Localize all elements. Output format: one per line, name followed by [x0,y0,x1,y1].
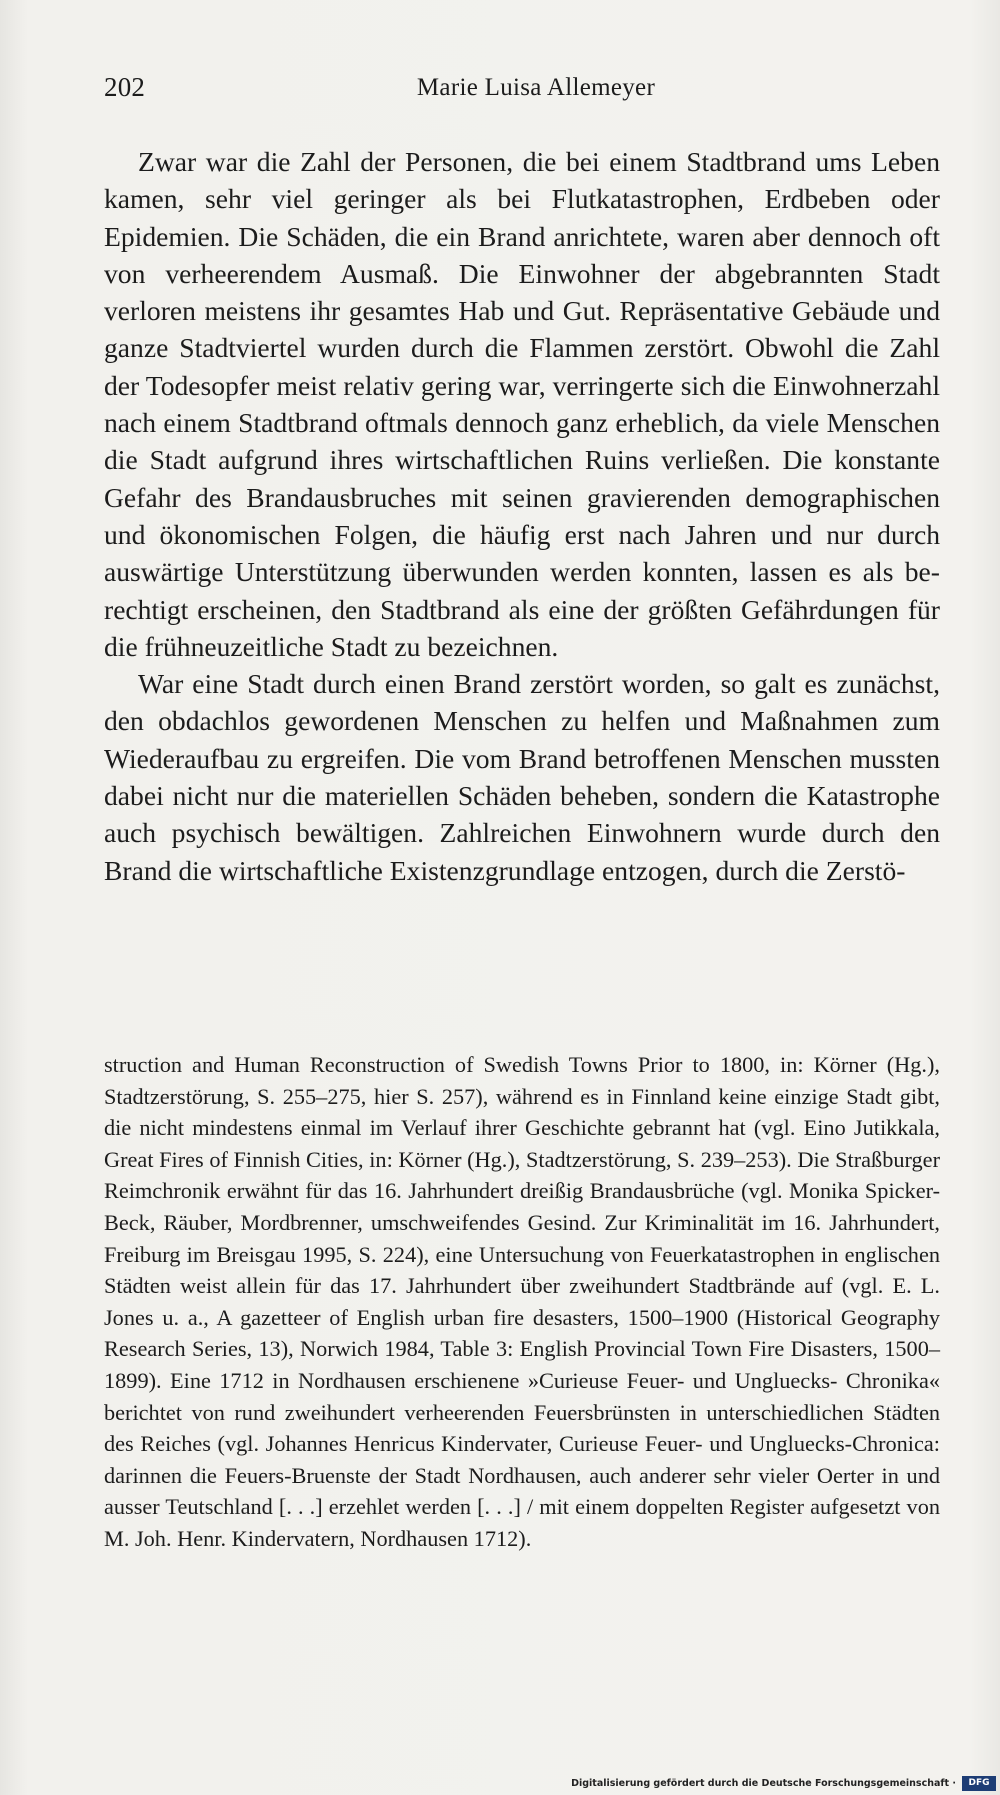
body-paragraph: Zwar war die Zahl der Personen, die bei einem Stadtbrand ums Leben kamen, sehr viel geringer als bei Flutkatastrophen, Erdbeben oder Epidemien. Die Schäden, die ein Brand anrichtete, waren aber dennoch oft von verheerendem Ausmaß. Die Einwohner der abgebrannten Stadt verloren meistens ihr gesamtes Hab und Gut. Repräsentative Gebäude und ganze Stadtviertel wurden durch die Flammen zerstört. Obwohl die Zahl der Todesopfer meist relativ gering war, verringerte sich die Einwohnerzahl nach einem Stadtbrand oftmals dennoch ganz erheblich, da viele Menschen die Stadt aufgrund ihres wirtschaftlichen Ruins verließen. Die konstante Gefahr des Brandausbruches mit seinen gravierenden demographischen und ökonomischen Folgen, die häufig erst nach Jahren und nur durch auswärtige Unterstützung überwunden werden konnten, lassen es als berechtigt erscheinen, den Stadtbrand als eine der größten Gefährdungen für die frühneuzeitliche Stadt zu bezeichnen. [104,146,940,662]
dfg-logo: DFG [962,1776,996,1791]
main-text [104,143,940,889]
footnote-paragraph: struction and Human Reconstruction of Swedish Towns Prior to 1800, in: Körner (Hg.), Stadtzerstörung, S. 255–275, hier S. 257), während es in Finnland keine einzige Stadt gibt, die nicht mindestens einmal im Verlauf ihrer Geschichte gebrannt hat (vgl. Eino Jutikkala, Great Fires of Finnish Cities, in: Körner (Hg.), Stadtzerstörung, S. 239–253). Die Straßburger Reimchronik erwähnt für das 16. Jahrhundert dreißig Brandausbrüche (vgl. Monika Spicker-Beck, Räuber, Mordbrenner, umschweifendes Gesind. Zur Kriminalität im 16. Jahrhundert, Freiburg im Breisgau 1995, S. 224), eine Untersuchung von Feuerkatastrophen in englischen Städten weist allein für das 17. Jahrhundert über zweihundert Stadtbrände auf (vgl. E. L. Jones u. a., A gazetteer of English urban fire desasters, 1500–1900 (Historical Geography Research Series, 13), Norwich 1984, Table 3: English Provincial Town Fire Disasters, 1500–1899). Eine 1712 in Nordhausen erschienene »Curieuse Feuer- und Ungluecks- Chronika« berichtet von rund zweihundert verheerenden Feuersbrünsten in unterschiedlichen Städten des Reiches (vgl. Johannes Henricus Kindervater, Curieuse Feuer- und Ungluecks-Chronica: darinnen die Feuers-Bruenste der Stadt Nordhausen, auch anderer sehr vieler Oerter in und ausser Teutschland [. . .] erzehlet werden [. . .] / mit einem doppelten Register aufgesetzt von M. Joh. Henr. Kindervatern, Nordhausen 1712). [104,1052,940,1551]
body-paragraph: War eine Stadt durch einen Brand zerstört worden, so galt es zunächst, den obdachlos gewordenen Menschen zu helfen und Maßnahmen zum Wiederaufbau zu ergreifen. Die vom Brand betroffenen Menschen mussten dabei nicht nur die materiellen Schäden beheben, sondern die Katastrophe auch psychisch bewältigen. Zahlreichen Einwohnern wurde durch den Brand die wirtschaftliche Existenzgrundlage entzogen, durch die Zerstö- [104,668,940,886]
page-header [104,72,940,112]
footnote [104,1049,940,1555]
running-head: Marie Luisa Allemeyer [416,74,656,101]
page-number: 202 [104,72,146,102]
digitization-credit: Digitalisierung gefördert durch die Deutsche Forschungsgemeinschaft · [571,1778,956,1789]
